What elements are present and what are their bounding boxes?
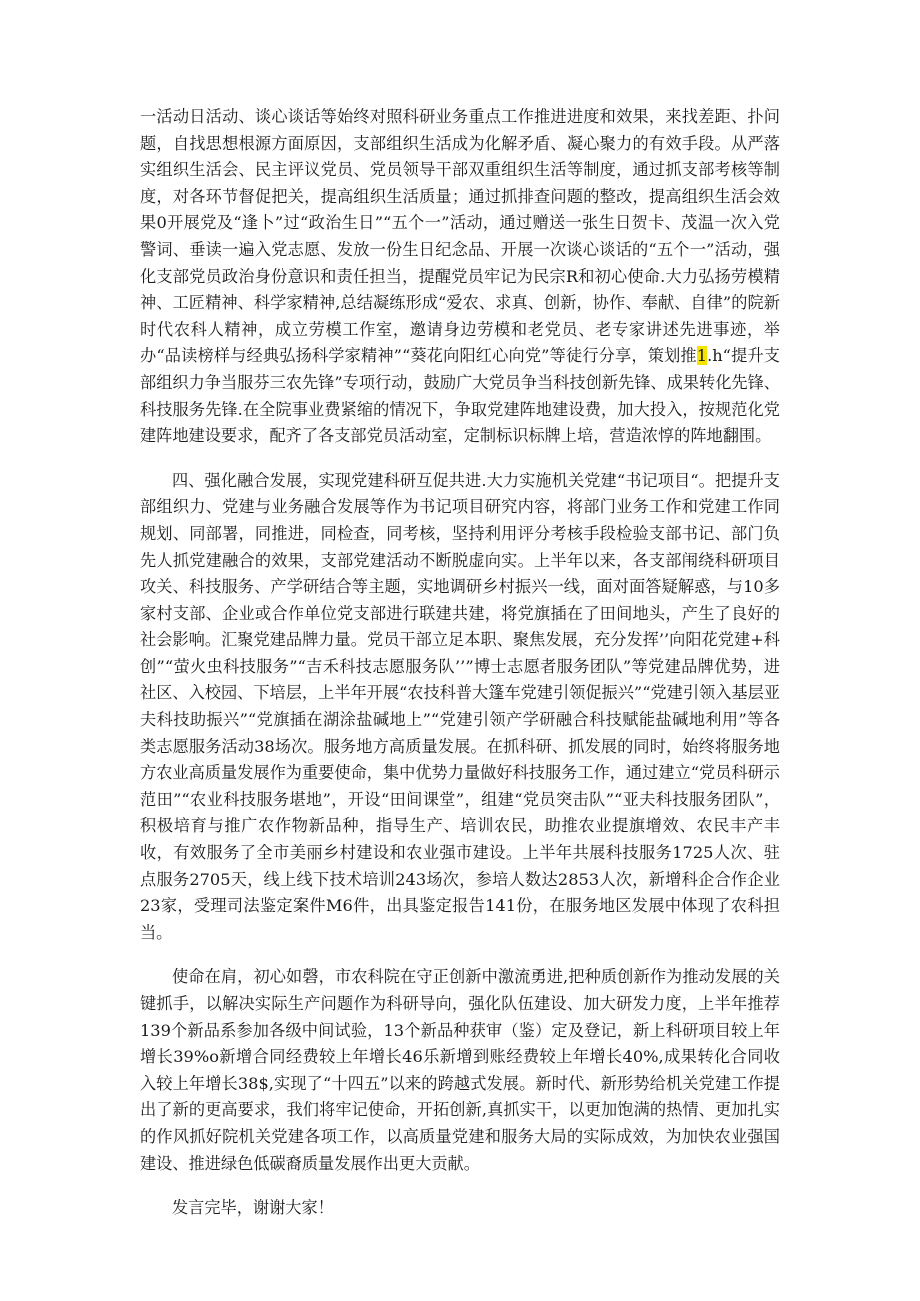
paragraph-text-after-highlight: .h“提升支部组织力争当服芬三农先锋”专项行动，鼓励广大党员争当科技创新先锋、成果转化先锋、科技服务先锋.在全院事业费紧缩的情况下，争取党建阵地建设费，加大投入，按规范化党建阵地建设要求，配齐了各支部党员活动室，定制标识标牌上培，营造浓惇的阵地翻围。 [140, 346, 780, 446]
paragraph-integration-development: 四、强化融合发展，实现党建科研互促共进.大力实施机关党建“书记项目“。把提升支部组织力、党建与业务融合发展等作为书记项目研究内容，将部门业务工作和党建工作同规划、同部署，同推进，同检查，同考核，坚持利用评分考核手段检验支部书记、部门负先人抓党建融合的效果，支部党建活动不断脱虚向实。上半年以来，各支部闱绕科研项目攻关、科技服务、产学研结合等主题，实地调研乡村振兴一线，面对面答疑解惑，与10多家村支部、企业或合作单位党支部进行联建共建，将党旗插在了田间地头，产生了良好的社会影响。汇聚党建品牌力量。党员干部立足本职、聚焦发展，充分发挥’’向阳花党建+科创”“萤火虫科技服务”“吉禾科技志愿服务队’’”博士志愿者服务团队”等党建品牌优势，进社区、入校园、下培层，上半年开展“农技科普大篷车党建引领促振兴”“党建引领入基层亚夫科技助振兴”“党旗插在湖涂盐碱地上”“党建引领产学研融合科技赋能盐碱地利用”等各类志愿服务活动38场次。服务地方高质量发展。在抓科研、抓发展的同时，始终将服务地方农业高质量发展作为重要使命，集中优势力量做好科技服务工作，通过建立“党员科研示范田”“农业科技服务堪地”，开设“田间课堂”，组建“党员突击队”“亚夫科技服务团队”，积极培育与推广农作物新品种，指导生产、培训农民，助推农业提旗增效、农民丰产丰收，有效服务了全市美丽乡村建设和农业强市建设。上半年共展科技服务1725人次、驻点服务2705天，线上线下技术培训243场次，参培人数达2853人次，新增科企合作企业23家，受理司法鉴定案件M6件，出具鉴定报告141份，在服务地区发展中体现了农科担当。 [140, 470, 780, 942]
document-body [140, 104, 780, 1240]
paragraph-text-before-highlight: 一活动日活动、谈心谈话等始终对照科研业务重点工作推进进度和效果，来找差距、扑问题，自找思想根源方面原因，支部组织生活成为化解矛盾、凝心聚力的有效手段。从严落实组织生活会、民主评议党员、党员领导干部双重组织生活等制度，通过抓支部考核等制度，对各环节督促把关，提高组织生活质量；通过抓排查问题的整改，提高组织生活会效果0开展党及“逢卜”过“政治生日”“五个一”活动，通过赠送一张生日贺卡、茂温一次入党警词、垂读一遍入党志愿、发放一份生日纪念品、开展一次谈心谈话的“五个一”活动，强化支部党员政治身份意识和责任担当，提醒党员牢记为民宗R和初心使命.大力弘扬劳模精神、工匠精神、科学家精神,总结凝练形成“爱农、求真、创新，协作、奉献、自律”的院新时代农科人精神，成立劳模工作室，邀请身边劳模和老党员、老专家讲述先进事迹，举办“品读榜样与经典弘扬科学家精神”“葵花向阳红心向党”等徒行分享，策划推 [140, 107, 780, 366]
paragraph-closing-remark: 发言完毕，谢谢大家！ [172, 1198, 334, 1218]
highlighted-text: 1 [696, 346, 708, 366]
paragraph-party-activities [140, 104, 780, 450]
paragraph-mission-summary: 使命在肩，初心如磬，市农科院在守正创新中激流勇进,把种质创新作为推动发展的关键抓手，以解决实际生产问题作为科研导向，强化队伍建设、加大研发力度，上半年推荐139个新品系参加各级中间试验，13个新品种获审（鉴）定及登记，新上科研项目较上年增长39%o新增合同经费较上年增长46乐新增到账经费较上年增长40%,成果转化合同收入较上年增长38$,实现了“十四五”以来的跨越式发展。新时代、新形势给机关党建工作提出了新的更高要求，我们将牢记使命，开拓创新,真抓实干，以更加饱满的热情、更加扎实的作风抓好院机关党建各项工作，以高质量党建和服务大局的实际成效，为加快农业强国建设、推进绿色低碳裔质量发展作出更大贡献。 [140, 967, 780, 1173]
